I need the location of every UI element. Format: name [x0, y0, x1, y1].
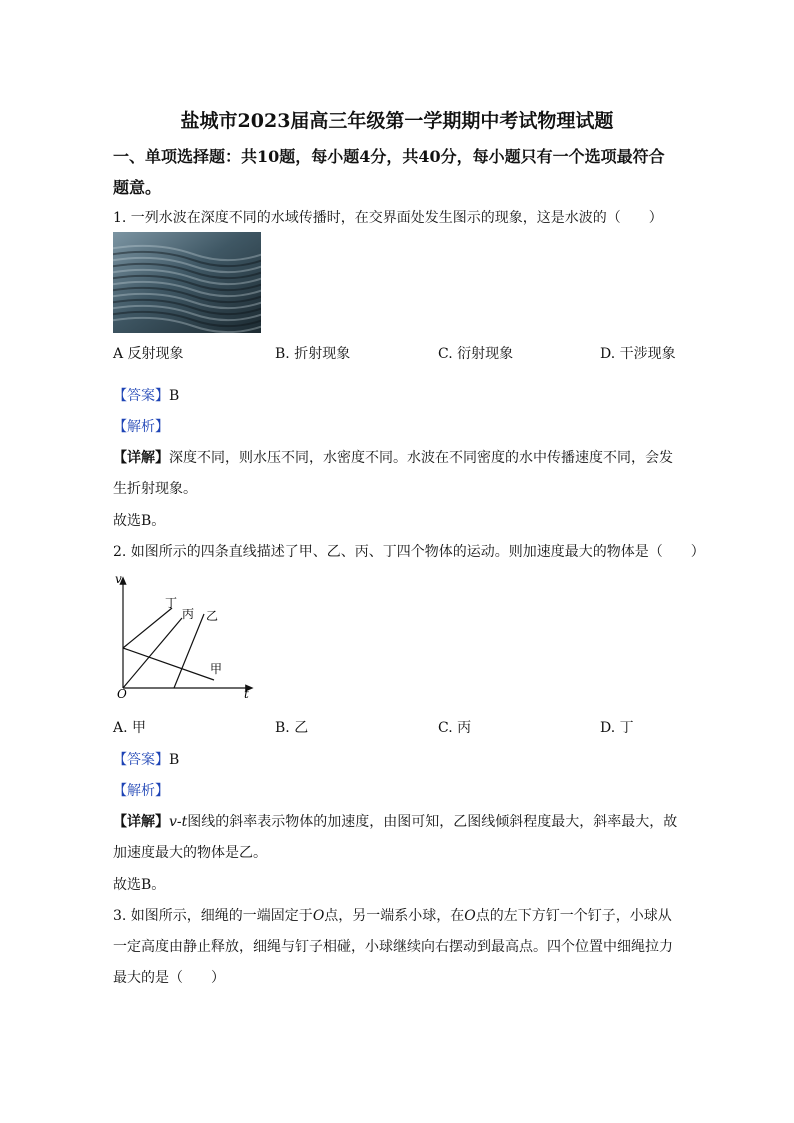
q3-line1-c: 点的左下方钉一个钉子，小球从	[475, 908, 672, 924]
q1-detail-tag: 【详解】	[113, 450, 169, 466]
q2-analysis-tag: 【解析】	[113, 783, 169, 799]
section-heading-line1: 一、单项选择题：共10题，每小题4分，共40分，每小题只有一个选项最符合	[113, 147, 665, 166]
q2-option-d: D. 丁	[600, 720, 634, 736]
q1-option-c: C. 衍射现象	[438, 346, 514, 362]
page-title: 盐城市2023届高三年级第一学期期中考试物理试题	[180, 110, 614, 132]
section-heading-line2: 题意。	[113, 178, 162, 197]
q2-detail-line2: 加速度最大的物体是乙。	[113, 845, 267, 861]
q3-line1-b: 点，另一端系小球，在	[324, 908, 465, 924]
q2-answer	[113, 749, 179, 769]
q1-detail-line2: 生折射现象。	[113, 481, 197, 497]
line-ding	[123, 608, 172, 648]
q2-option-a: A. 甲	[113, 720, 147, 736]
yi-label: 乙	[206, 609, 219, 623]
v-label: v	[115, 572, 122, 586]
q2-vt-graph	[110, 572, 270, 700]
q2-detail-tag: 【详解】	[113, 814, 169, 830]
q1-answer-value: B	[169, 388, 180, 404]
q1-option-d: D. 干涉现象	[600, 346, 676, 362]
line-bing	[123, 618, 182, 688]
q2-option-c: C. 丙	[438, 720, 472, 736]
bing-label: 丙	[182, 607, 195, 621]
q1-answer	[113, 385, 179, 405]
q2-answer-value: B	[169, 752, 180, 768]
q3-line1-a: 3. 如图所示，细绳的一端固定于	[113, 908, 313, 924]
q1-detail-text1: 深度不同，则水压不同，水密度不同。水波在不同密度的水中传播速度不同，会发	[169, 450, 673, 466]
origin-label: O	[117, 687, 127, 700]
q2-answer-tag: 【答案】	[113, 752, 169, 768]
q2-detail-text1: 图线的斜率表示物体的加速度，由图可知，乙图线倾斜程度最大，斜率最大，故	[187, 814, 678, 830]
q1-detail-line1	[113, 447, 673, 467]
q1-option-b: B. 折射现象	[275, 346, 351, 362]
jia-label: 甲	[210, 662, 223, 676]
t-label: t	[244, 687, 249, 700]
q1-stem: 1. 一列水波在深度不同的水域传播时，在交界面处发生图示的现象，这是水波的（ ）	[113, 210, 663, 226]
q2-detail-line1	[113, 811, 677, 831]
q1-answer-tag: 【答案】	[113, 388, 169, 404]
q3-o2: O	[464, 908, 476, 924]
q3-o1: O	[312, 908, 325, 924]
line-jia	[123, 648, 214, 680]
q2-stem: 2. 如图所示的四条直线描述了甲、乙、丙、丁四个物体的运动。则加速度最大的物体是（ ）	[113, 544, 705, 560]
ding-label: 丁	[165, 596, 178, 610]
q1-analysis-tag: 【解析】	[113, 419, 169, 435]
q3-line2: 一定高度由静止释放，细绳与钉子相碰，小球继续向右摆动到最高点。四个位置中细绳拉力	[113, 939, 673, 955]
line-yi	[174, 614, 204, 688]
q2-detail-var: v-t	[169, 814, 188, 830]
q2-option-b: B. 乙	[275, 720, 309, 736]
q3-line1	[113, 905, 672, 925]
q1-option-a: A 反射现象	[113, 346, 184, 362]
water-wave-photo	[113, 232, 261, 333]
q3-line3: 最大的是（ ）	[113, 970, 225, 986]
q1-conclusion: 故选B。	[113, 513, 166, 529]
q2-conclusion: 故选B。	[113, 877, 166, 893]
